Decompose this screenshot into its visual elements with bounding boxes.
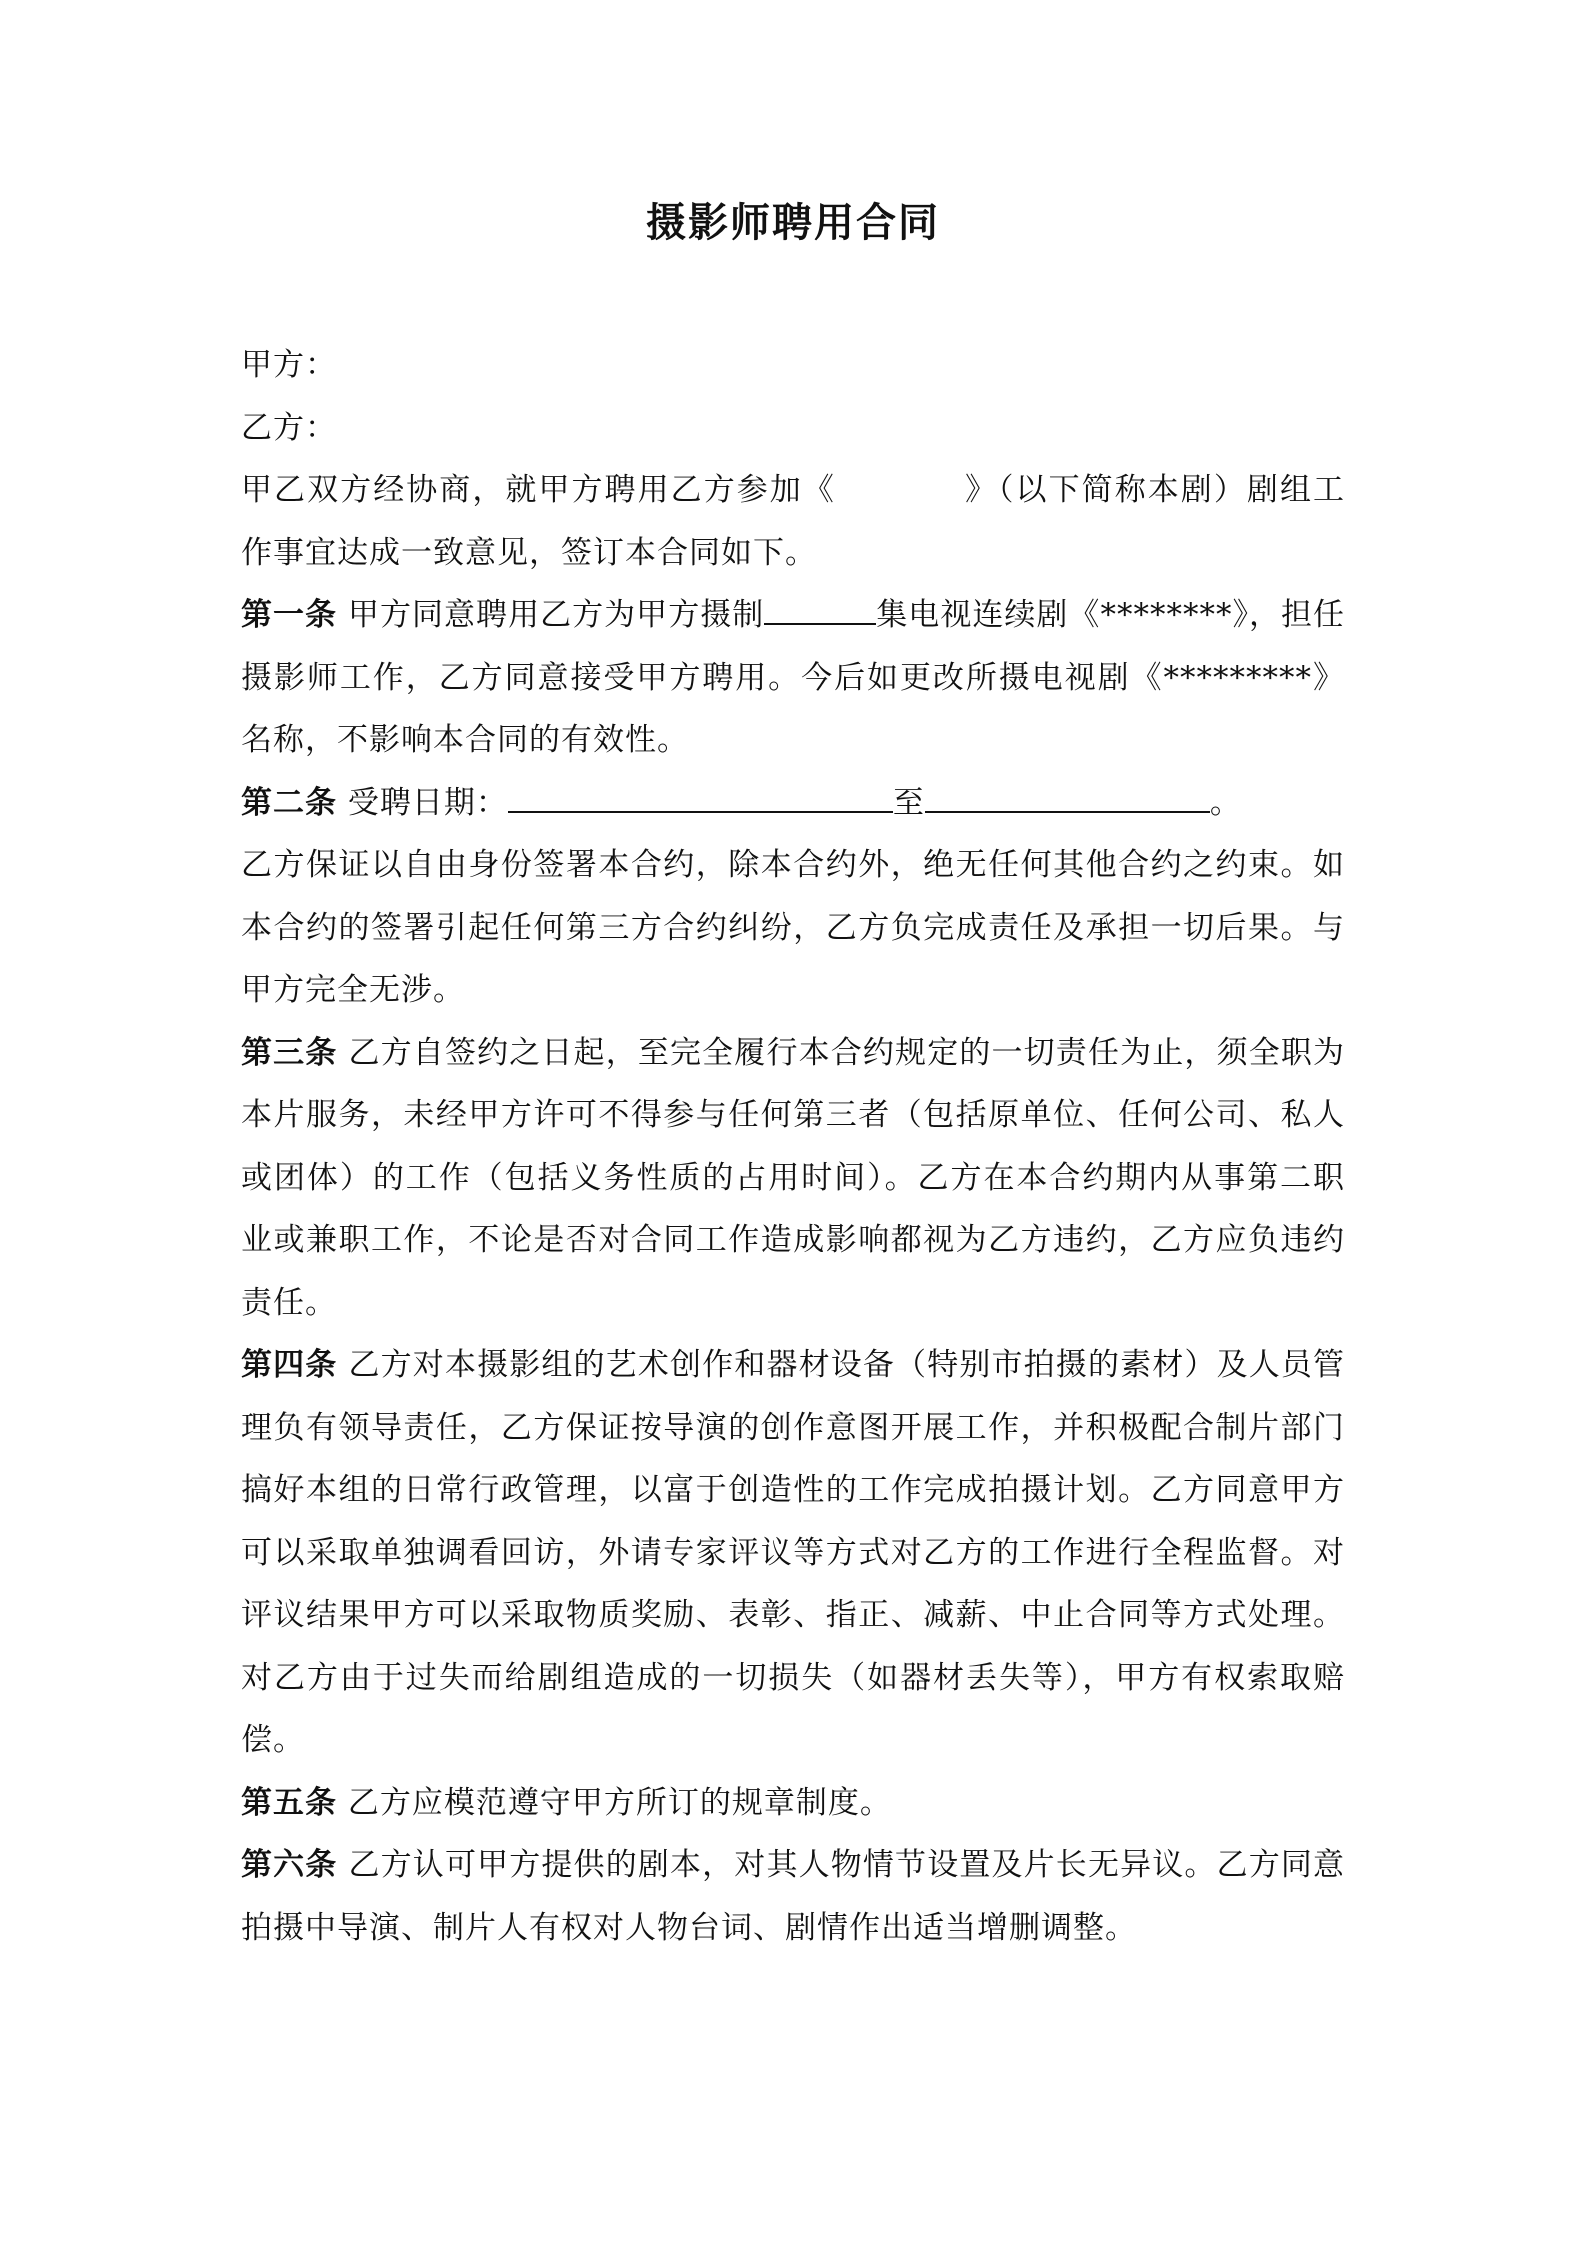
article-5 (241, 1772, 1345, 1835)
article-6-label: 第六条 (241, 1847, 338, 1883)
article-4-text: 乙方对本摄影组的艺术创作和器材设备（特别市拍摄的素材）及人员管理负有领导责任，乙方保证按导演的创作意图开展工作，并积极配合制片部门搞好本组的日常行政管理，以富于创造性的工作完成拍摄计划。乙方同意甲方可以采取单独调看回访，外请专家评议等方式对乙方的工作进行全程监督。对评议结果甲方可以采取物质奖励、表彰、指正、减薪、中止合同等方式处理。对乙方由于过失而给剧组造成的一切损失（如器材丢失等），甲方有权索取赔偿。 (241, 1347, 1346, 1758)
article-2-text-end: 。 (1209, 784, 1242, 821)
article-3-label: 第三条 (241, 1034, 338, 1071)
article-3 (241, 1022, 1345, 1335)
article-2-label: 第二条 (241, 784, 337, 821)
article-5-label: 第五条 (241, 1784, 337, 1821)
intro-text-end: 》（以下简称本剧）剧组工作事宜达成一致意见，签订本合同如下。 (241, 472, 1346, 571)
article-3-text: 乙方自签约之日起，至完全履行本合约规定的一切责任为止，须全职为本片服务，未经甲方许可不得参与任何第三者（包括原单位、任何公司、私人或团体）的工作（包括义务性质的占用时间）。乙方在本合约期内从事第二职业或兼职工作，不论是否对合同工作造成影响都视为乙方违约，乙方应负违约责任。 (241, 1034, 1346, 1321)
intro-paragraph (241, 459, 1345, 584)
article-2-text-between: 至 (892, 784, 925, 821)
article-1-text-start: 甲方同意聘用乙方为甲方摄制 (347, 597, 765, 633)
article-6-text: 乙方认可甲方提供的剧本，对其人物情节设置及片长无异议。乙方同意拍摄中导演、制片人有权对人物台词、剧情作出适当增删调整。 (241, 1847, 1346, 1946)
article-1-label: 第一条 (241, 597, 338, 633)
article-1-text-end: 集电视连续剧《********》，担任摄影师工作，乙方同意接受甲方聘用。今后如更改所摄电视剧《*********》名称，不影响本合同的有效性。 (241, 597, 1346, 758)
document-title: 摄影师聘用合同 (646, 199, 940, 246)
party-b-line: 乙方： (241, 409, 337, 446)
article-2 (241, 772, 1345, 835)
article-2-paragraph: 乙方保证以自由身份签署本合约，除本合约外，绝无任何其他合约之约束。如本合约的签署引起任何第三方合约纠纷，乙方负完成责任及承担一切后果。与甲方完全无涉。 (241, 847, 1345, 1008)
episode-count-blank (764, 595, 876, 625)
article-1 (241, 584, 1345, 772)
party-a-line: 甲方： (241, 347, 337, 383)
article-2-text-start: 受聘日期： (347, 784, 508, 821)
article-6 (241, 1834, 1345, 1959)
article-4 (241, 1334, 1345, 1772)
start-date-blank (508, 783, 893, 813)
article-4-label: 第四条 (241, 1347, 338, 1383)
article-5-text: 乙方应模范遵守甲方所订的规章制度。 (347, 1784, 892, 1821)
intro-text-start: 甲乙双方经协商，就甲方聘用乙方参加《 (241, 472, 836, 508)
end-date-blank (925, 783, 1210, 813)
contract-body (241, 334, 1345, 1959)
